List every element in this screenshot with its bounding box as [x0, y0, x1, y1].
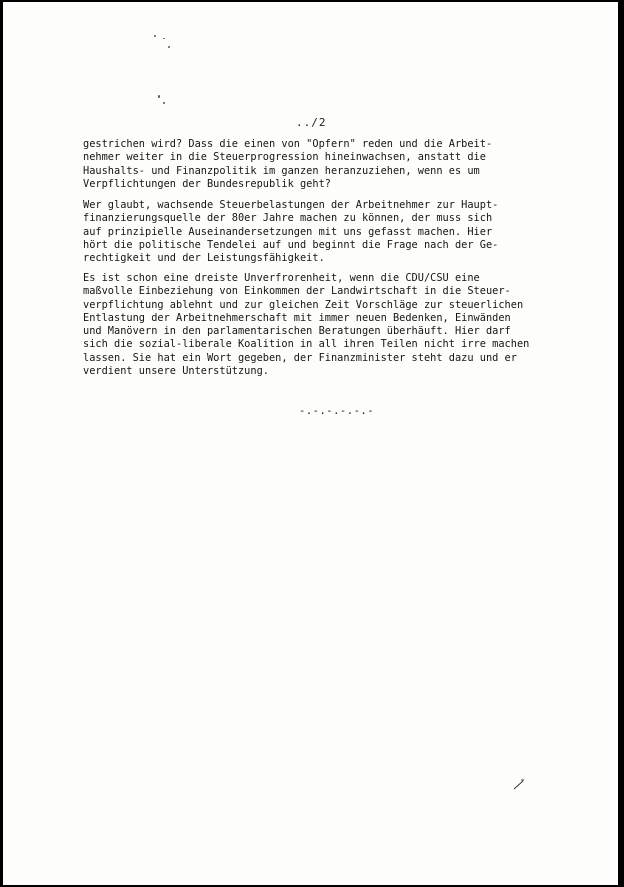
text-line: lassen. Sie hat ein Wort gegeben, der Finanzminister steht dazu und er: [83, 351, 517, 364]
text-line: Es ist schon eine dreiste Unverfrorenheit, wenn die CDU/CSU eine: [83, 272, 480, 284]
text-line: Haushalts- und Finanzpolitik im ganzen heranzuziehen, wenn es um: [83, 164, 480, 177]
text-line: maßvolle Einbeziehung von Einkommen der Landwirtschaft in die Steuer-: [83, 285, 511, 298]
scan-speck: [154, 35, 156, 37]
scan-speck: [163, 102, 165, 104]
document-page: [3, 2, 618, 885]
scan-speck: [168, 46, 170, 48]
paragraph-2: [83, 199, 583, 265]
text-line: Verpflichtungen der Bundesrepublik geht?: [83, 177, 331, 190]
text-line: und Manövern in den parlamentarischen Beratungen überhäuft. Hier darf: [83, 325, 511, 338]
page-number: ../2: [296, 116, 327, 129]
text-line: sich die sozial-liberale Koalition in all ihren Teilen nicht irre machen: [83, 338, 530, 351]
pen-stroke-icon: [513, 778, 525, 790]
closing-mark: -.-.-.-.-.-: [299, 405, 375, 417]
text-line: auf prinzipielle Auseinandersetzungen mit uns gefasst machen. Hier: [83, 225, 493, 238]
scan-speck: [163, 38, 165, 39]
paragraph-1: [83, 138, 583, 191]
text-line: Wer glaubt, wachsende Steuerbelastungen der Arbeitnehmer zur Haupt-: [83, 199, 499, 211]
text-line: hört die politische Tendelei auf und beginnt die Frage nach der Ge-: [83, 238, 499, 251]
text-line: nehmer weiter in die Steuerprogression hineinwachsen, anstatt die: [83, 151, 486, 164]
scan-speck: [158, 95, 160, 98]
paragraph-3: [83, 272, 583, 378]
text-line: rechtigkeit und der Leistungsfähigkeit.: [83, 252, 325, 265]
text-line: finanzierungsquelle der 80er Jahre machen zu können, der muss sich: [83, 212, 493, 225]
text-line: Entlastung der Arbeitnehmerschaft mit immer neuen Bedenken, Einwänden: [83, 311, 511, 324]
text-line: verpflichtung ablehnt und zur gleichen Zeit Vorschläge zur steuerlichen: [83, 298, 524, 311]
text-line: gestrichen wird? Dass die einen von "Opfern" reden und die Arbeit-: [83, 138, 493, 150]
text-line: verdient unsere Unterstützung.: [83, 365, 269, 378]
